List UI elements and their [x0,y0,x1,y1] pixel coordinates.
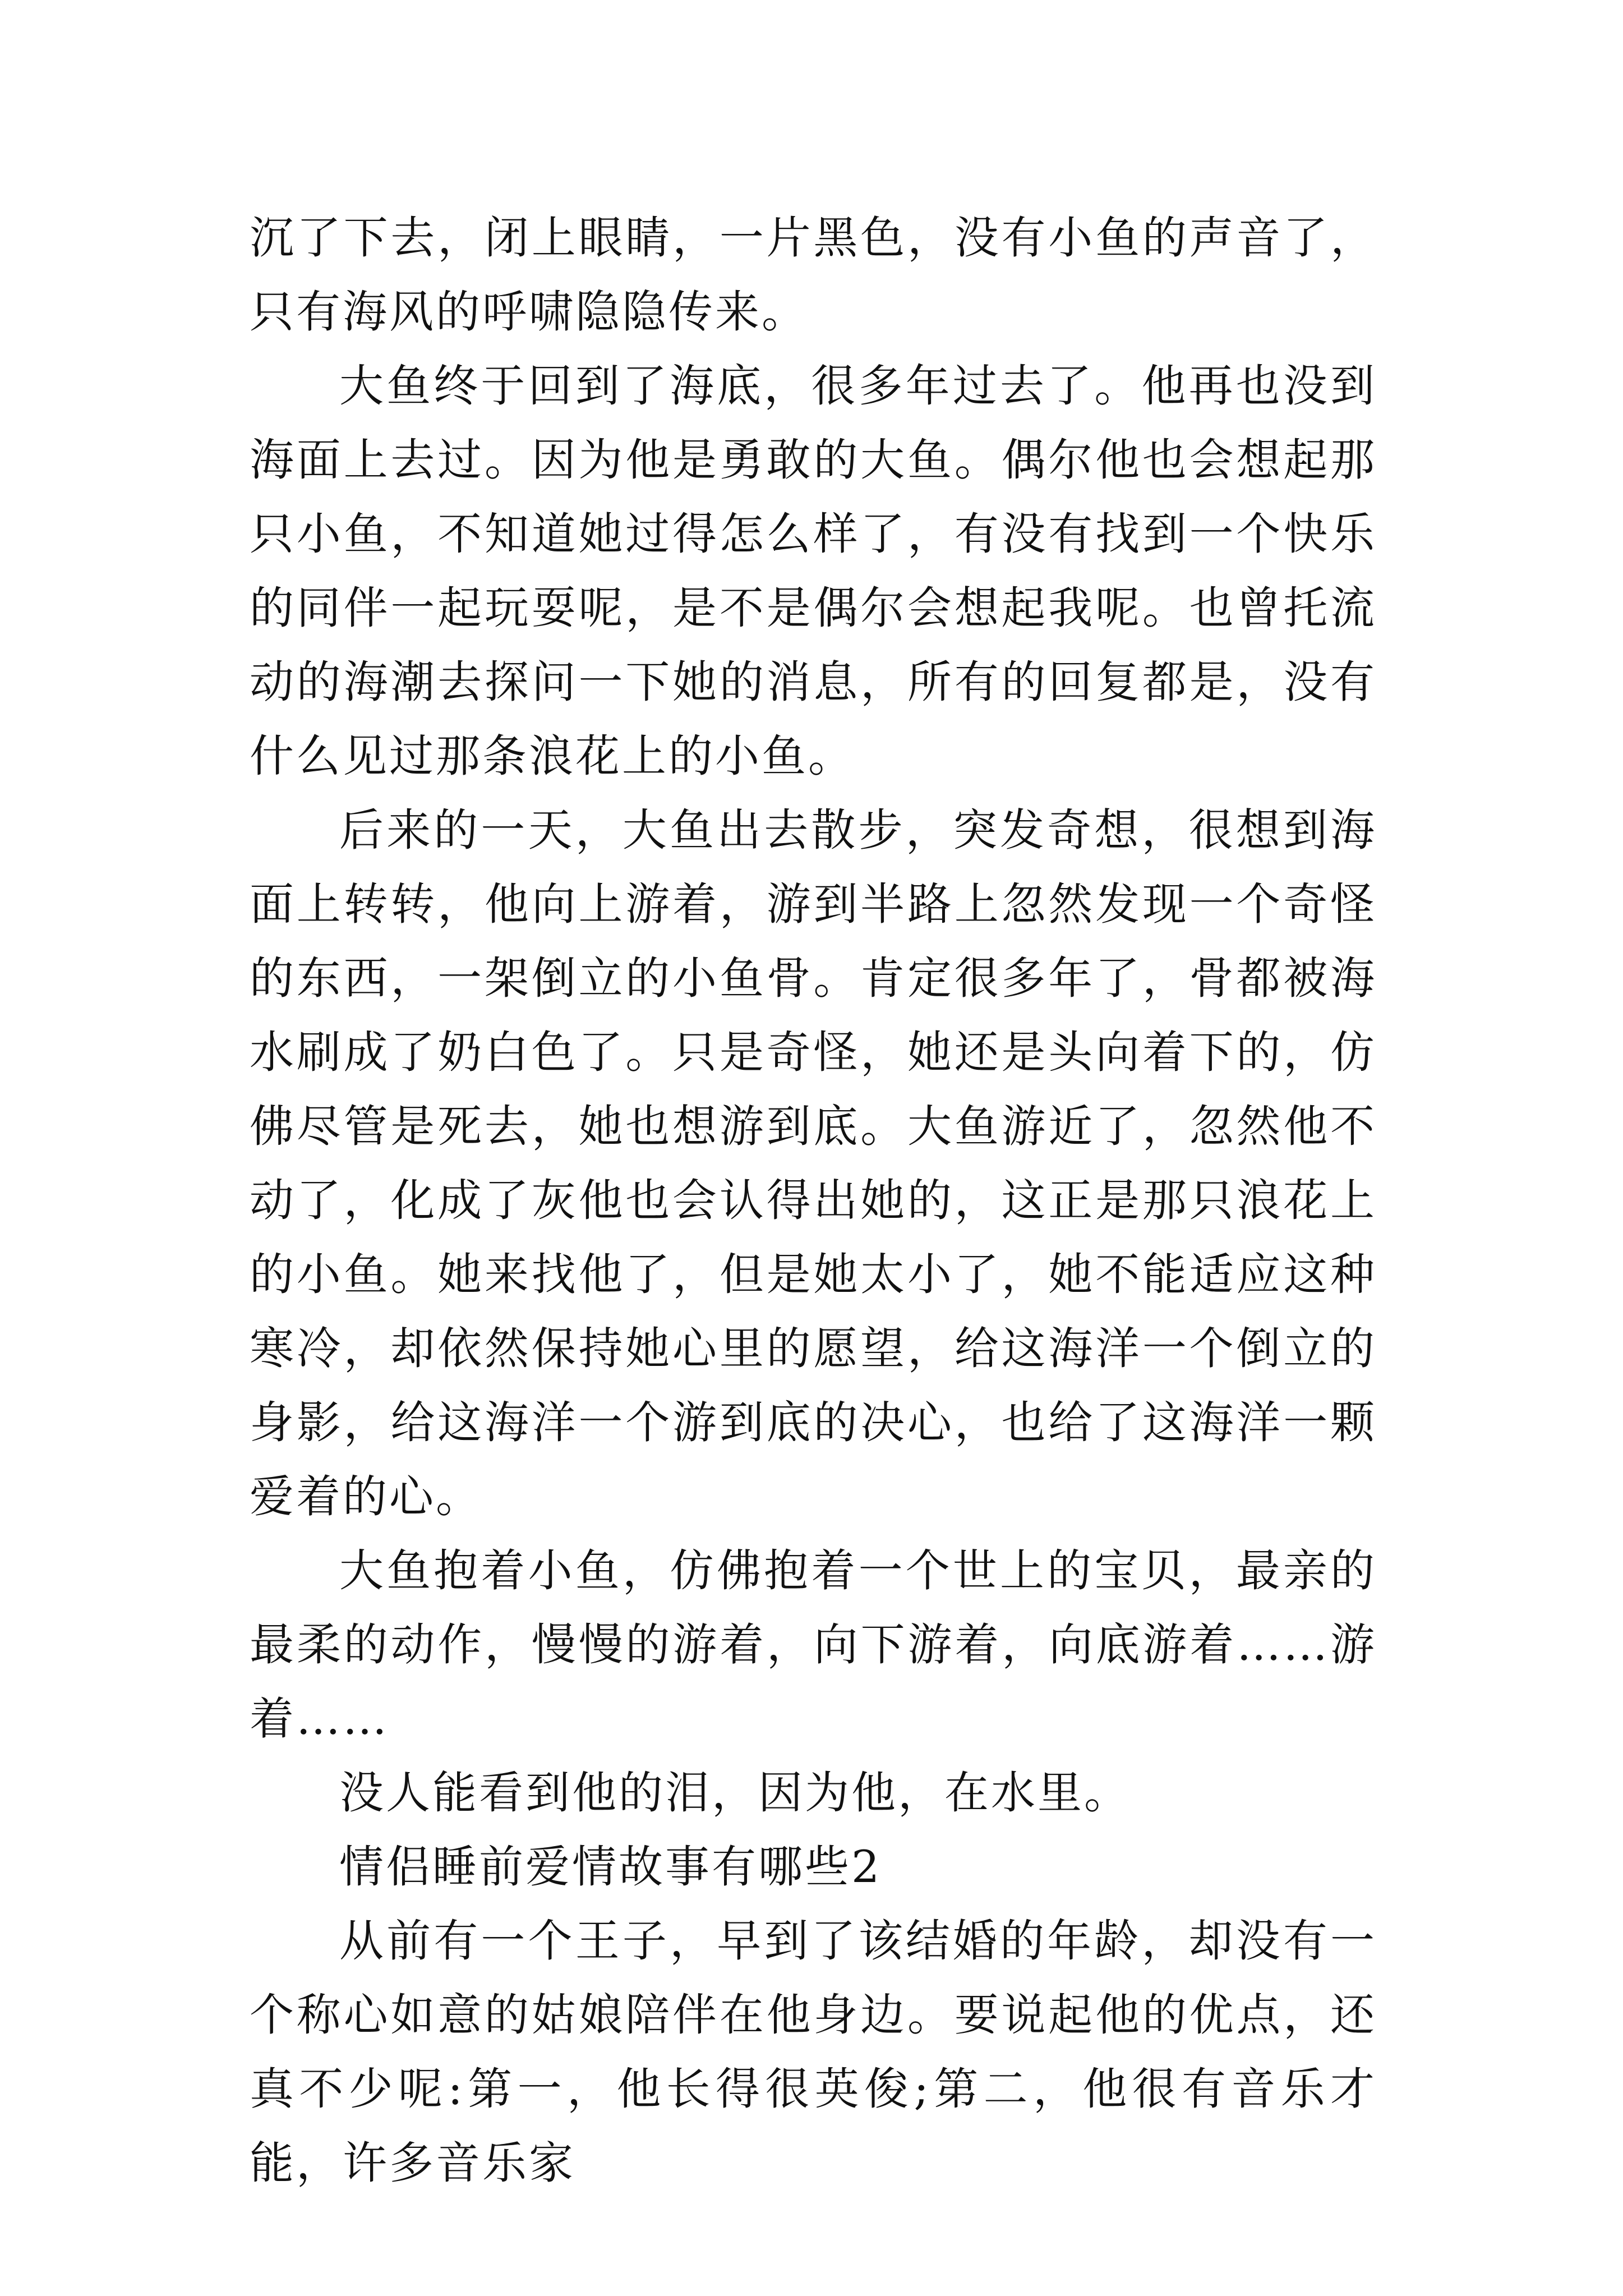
paragraph-4: 大鱼抱着小鱼，仿佛抱着一个世上的宝贝，最亲的最柔的动作，慢慢的游着，向下游着，向底游着……游着…… [250,1545,1377,1745]
paragraph-5: 没人能看到他的泪，因为他，在水里。 [339,1767,1131,1819]
section-heading: 情侣睡前爱情故事有哪些2 [339,1841,882,1893]
paragraph-1: 沉了下去，闭上眼睛，一片黑色，没有小鱼的声音了，只有海风的呼啸隐隐传来。 [250,212,1377,338]
paragraph-3: 后来的一天，大鱼出去散步，突发奇想，很想到海面上转转，他向上游着，游到半路上忽然发现一个奇怪的东西，一架倒立的小鱼骨。肯定很多年了，骨都被海水刷成了奶白色了。只是奇怪，她还是头向着下的，仿佛尽管是死去，她也想游到底。大鱼游近了，忽然他不动了，化成了灰他也会认得出她的，这正是那只浪花上的小鱼。她来找他了，但是她太小了，她不能适应这种寒冷，却依然保持她心里的愿望，给这海洋一个倒立的身影，给这海洋一个游到底的决心，也给了这海洋一颗爱着的心。 [250,804,1377,1522]
paragraph-6: 从前有一个王子，早到了该结婚的年龄，却没有一个称心如意的姑娘陪伴在他身边。要说起他的优点，还真不少呢:第一，他长得很英俊;第二，他很有音乐才能，许多音乐家 [250,1915,1377,2189]
paragraph-2: 大鱼终于回到了海底，很多年过去了。他再也没到海面上去过。因为他是勇敢的大鱼。偶尔他也会想起那只小鱼，不知道她过得怎么样了，有没有找到一个快乐的同伴一起玩耍呢，是不是偶尔会想起我呢。也曾托流动的海潮去探问一下她的消息，所有的回复都是，没有什么见过那条浪花上的小鱼。 [250,360,1377,782]
document-page [250,201,1377,2200]
